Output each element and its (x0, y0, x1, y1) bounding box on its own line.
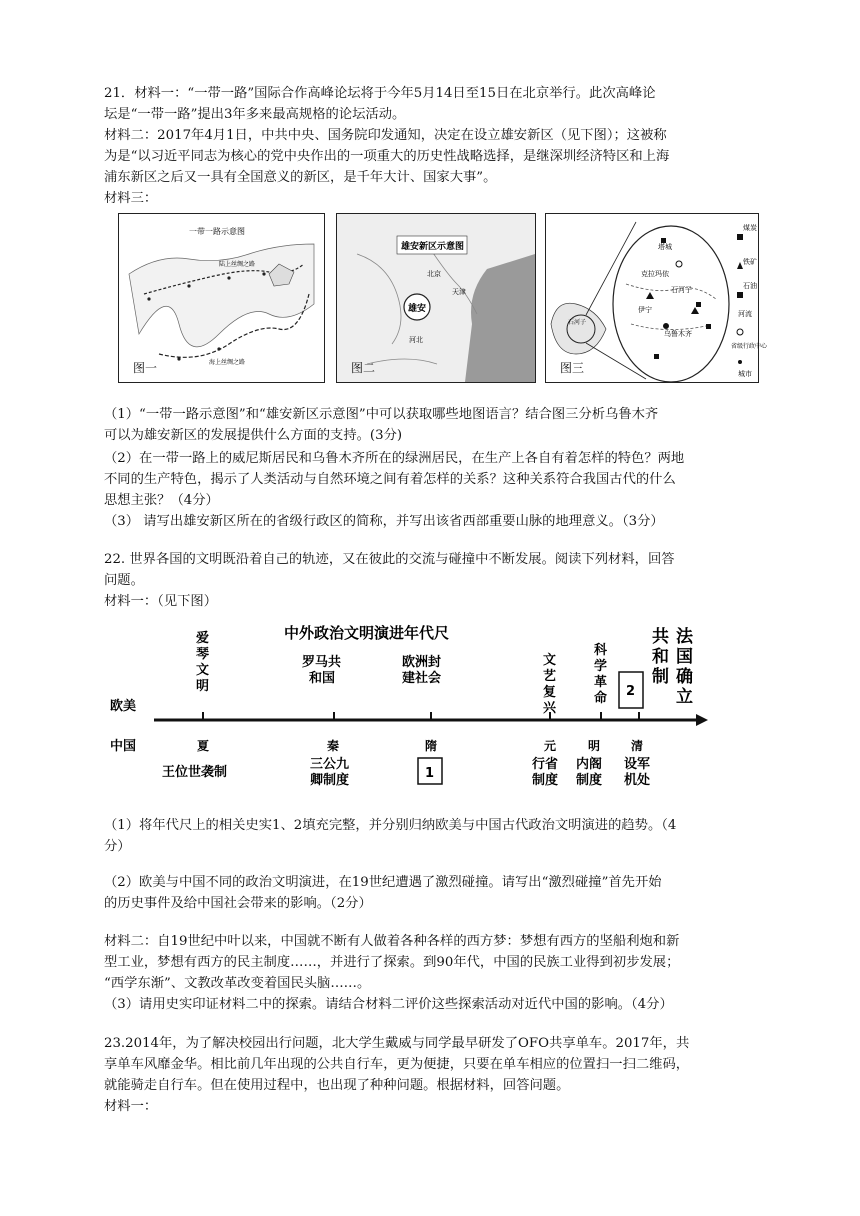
china-event-4b: 制度 (576, 773, 603, 788)
legend-iron: 铁矿 (743, 258, 757, 266)
urumqi-resource-map (545, 213, 768, 383)
q21-line5: 浦东新区之后又一具有全国意义的新区，是千年大计、国家大事”。 (104, 170, 497, 185)
q22-sub1a: （1）将年代尺上的相关史实1、2填充完整，并分别归纳欧美与中国古代政治文明演进的趋势。（4 (104, 818, 677, 833)
timeline-row-west: 欧美 (110, 699, 137, 714)
fig3-place-1: 塔城 (658, 243, 672, 251)
west-1a: 罗马共 (302, 655, 342, 670)
china-box-1: 1 (425, 766, 435, 781)
china-event-3b: 制度 (532, 773, 559, 788)
dynasty-4: 明 (588, 739, 601, 753)
fig2-hebei: 河北 (409, 336, 423, 344)
belt-road-map-drawing (119, 214, 324, 382)
q21-sub1b: 可以为雄安新区的发展提供什么方面的支持。(3分) (104, 428, 403, 443)
timeline-drawing (104, 612, 724, 810)
china-event-1b: 卿制度 (310, 773, 350, 788)
timeline-title: 中外政治文明演进年代尺 (284, 624, 450, 642)
q22-m2a: 材料二：自19世纪中叶以来，中国就不断有人做着各种各样的西方梦：梦想有西方的坚船利炮和新 (104, 934, 680, 949)
dynasty-3: 元 (544, 739, 557, 753)
xiongan-map (336, 213, 536, 383)
fig3-label: 图三 (560, 361, 585, 375)
china-event-3a: 行省 (532, 757, 559, 772)
q22-m2c: “西学东渐”、文教改革改变着国民头脑……。 (104, 976, 371, 991)
china-event-4a: 内阁 (576, 757, 603, 772)
china-event-1a: 三公九 (310, 757, 350, 772)
fig1-route2: 海上丝绸之路 (209, 359, 246, 366)
q22-sub2a: （2）欧美与中国不同的政治文明演进，在19世纪遭遇了激烈碰撞。请写出“激烈碰撞”首先开始 (104, 875, 662, 890)
legend-river: 河流 (738, 310, 752, 318)
west-6: 共和制 (652, 627, 669, 687)
fig1-title: 一带一路示意图 (189, 227, 245, 236)
china-event-5b: 机处 (624, 773, 651, 788)
q21-sub2c: 思想主张？（4分） (104, 493, 219, 508)
fig3-place-2: 克拉玛依 (641, 270, 669, 278)
west-box-2: 2 (626, 684, 636, 699)
timeline-chart (104, 612, 724, 810)
q22-m2b: 型工业，梦想有西方的民主制度……，并进行了探索。到90年代，中国的民族工业得到初步发展； (104, 955, 680, 970)
dynasty-2: 隋 (425, 739, 438, 753)
q22-sub2b: 的历史事件及给中国社会带来的影响。（2分） (104, 896, 372, 911)
q21-sub3: （3） 请写出雄安新区所在的省级行政区的简称，并写出该省西部重要山脉的地理意义。（3分） (104, 514, 664, 529)
fig1-route1: 陆上丝绸之路 (219, 261, 256, 268)
fig3-place-3: 石河子 (671, 286, 692, 294)
west-3: 文艺复兴 (543, 653, 557, 716)
q23-line1: 23.2014年，为了解决校园出行问题，北大学生戴威与同学最早研发了OFO共享单车。2017年，共 (104, 1036, 690, 1051)
fig1-label: 图一 (133, 361, 158, 375)
q22-line2: 问题。 (104, 573, 144, 588)
dynasty-1: 秦 (327, 739, 340, 753)
fig2-beijing: 北京 (427, 270, 441, 278)
china-event-0: 王位世袭制 (162, 765, 228, 780)
west-2a: 欧洲封 (402, 655, 442, 670)
fig2-label: 图二 (351, 361, 376, 375)
fig3-place-5: 乌鲁木齐 (664, 330, 692, 338)
dynasty-5: 清 (631, 739, 644, 753)
q21-line3: 材料二：2017年4月1日，中共中央、国务院印发通知，决定在设立雄安新区（见下图）；这被称 (104, 128, 667, 143)
legend-city: 城市 (738, 370, 752, 378)
west-0: 爱琴文明 (196, 631, 210, 694)
west-4: 科学革命 (594, 643, 608, 706)
q21-sub1a: （1）“一带一路示意图”和“雄安新区示意图”中可以获取哪些地图语言？结合图三分析乌鲁木齐 (104, 407, 659, 422)
fig3-place-6: 石河子 (568, 319, 587, 326)
q23-line2: 享单车风靡金华。相比前几年出现的公共自行车，更为便捷，只要在单车相应的位置扫一扫二维码， (104, 1057, 690, 1072)
fig2-tianjin: 天津 (452, 288, 466, 296)
west-7: 法国确立 (676, 627, 693, 707)
q21-line6: 材料三： (104, 191, 158, 206)
fig2-title: 雄安新区示意图 (401, 242, 465, 252)
west-1b: 和国 (309, 671, 336, 686)
legend-oil: 石油 (743, 282, 757, 290)
urumqi-map-drawing (546, 214, 768, 382)
q22-line3: 材料一：（见下图） (104, 594, 218, 609)
q21-line4: 为是“以习近平同志为核心的党中央作出的一项重大的历史性战略选择，是继深圳经济特区和上海 (104, 149, 670, 164)
q23-line4: 材料一： (104, 1099, 158, 1114)
legend-coal: 煤炭 (743, 224, 757, 232)
timeline-arrow (696, 714, 708, 726)
timeline-row-china: 中国 (110, 739, 137, 754)
fig3-place-4: 伊宁 (638, 306, 652, 314)
q22-sub3: （3）请用史实印证材料二中的探索。请结合材料二评价这些探索活动对近代中国的影响。（4分） (104, 997, 673, 1012)
q21-line1: 21．材料一：“一带一路”国际合作高峰论坛将于今年5月14日至15日在北京举行。此次高峰论 (104, 86, 656, 101)
belt-road-map (118, 213, 325, 383)
q22-sub1b: 分） (104, 839, 131, 854)
q21-sub2b: 不同的生产特色，揭示了人类活动与自然环境之间有着怎样的关系？这种关系符合我国古代的什么 (104, 472, 676, 487)
q23-line3: 就能骑走自行车。但在使用过程中，也出现了种种问题。根据材料，回答问题。 (104, 1078, 570, 1093)
q22-line1: 22. 世界各国的文明既沿着自己的轨迹，又在彼此的交流与碰撞中不断发展。阅读下列材料，回答 (104, 552, 675, 567)
q21-sub2a: （2）在一带一路上的威尼斯居民和乌鲁木齐所在的绿洲居民，在生产上各自有着怎样的特色？两地 (104, 451, 685, 466)
xiongan-map-drawing (337, 214, 535, 382)
fig2-center: 雄安 (408, 304, 427, 314)
dynasty-0: 夏 (197, 739, 210, 753)
china-event-5a: 设军 (624, 757, 651, 772)
legend-capital: 省级行政中心 (731, 343, 768, 350)
west-2b: 建社会 (402, 671, 442, 686)
q21-line2: 坛是“一带一路”提出3年多来最高规格的论坛活动。 (104, 107, 406, 122)
